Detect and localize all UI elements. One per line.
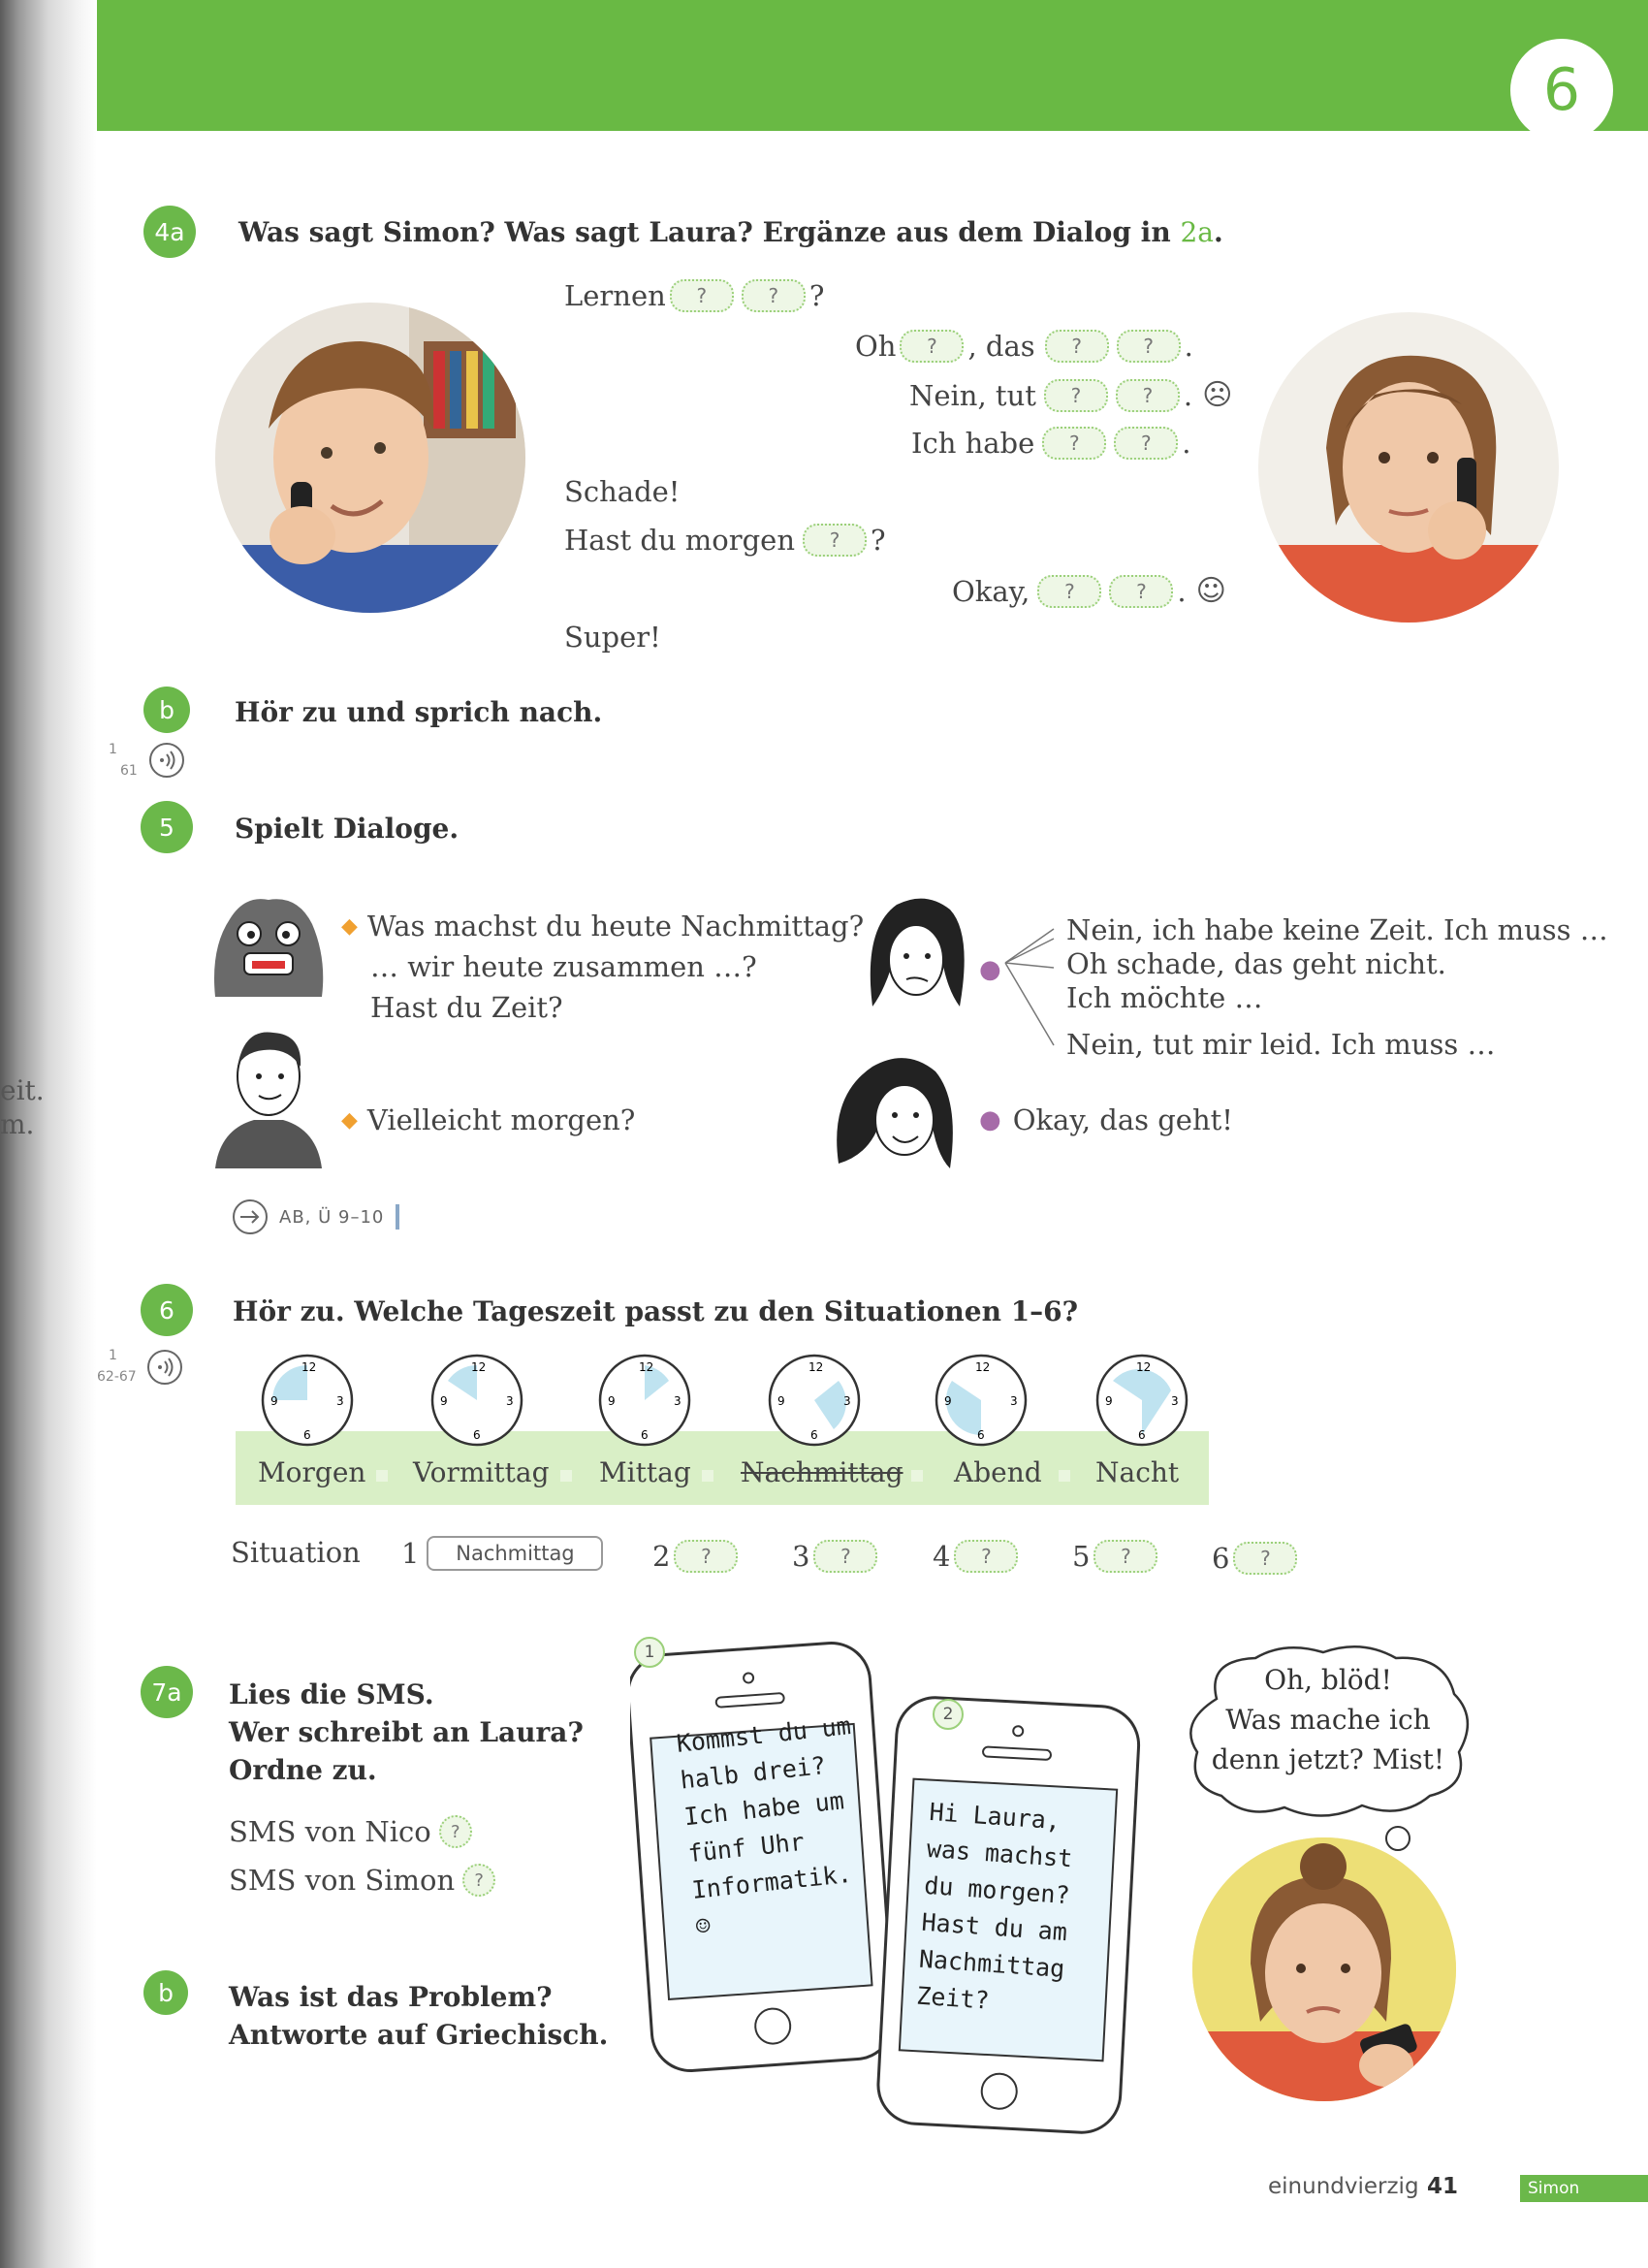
situation-number: 1 (401, 1537, 420, 1570)
phone-number-label: 2 (933, 1699, 964, 1730)
question-text: Was machst du heute Nachmittag? (366, 910, 865, 942)
exercise-4a-badge: 4a (143, 206, 196, 258)
gap-input[interactable]: ? (1233, 1542, 1297, 1575)
svg-text:12: 12 (1136, 1360, 1152, 1374)
line-2b-text: , das (967, 330, 1035, 363)
svg-text:3: 3 (674, 1394, 681, 1408)
gap-input[interactable]: ? (1042, 427, 1106, 460)
cd-number: 1 (109, 1348, 117, 1363)
svg-text:3: 3 (843, 1394, 851, 1408)
situation-2 (652, 1540, 742, 1573)
gap-input[interactable]: ? (1117, 330, 1181, 363)
svg-text:3: 3 (506, 1394, 514, 1408)
margin-fragment-2: m. (0, 1108, 35, 1140)
dialog-line-7: Okay, ? ? . ☺ (952, 574, 1226, 608)
dialog-line-5: Schade! (564, 475, 681, 508)
gap-input[interactable]: ? (1045, 330, 1109, 363)
boy-drawing (206, 1023, 332, 1182)
instruction-line: Ordne zu. (229, 1754, 377, 1786)
instruction-line: Wer schreibt an Laura? (229, 1716, 584, 1748)
branch-lines (1000, 919, 1059, 1059)
girl-drawing-2 (819, 1047, 974, 1187)
exercise-4a-instruction: Was sagt Simon? Was sagt Laura? Ergänze aus dem Dialog in 2a. (238, 216, 1223, 248)
gap-input[interactable]: ? (1114, 427, 1178, 460)
purple-dot-icon: ● (979, 1105, 1001, 1134)
reply-text: Okay, das geht! (1012, 1103, 1233, 1136)
situation-3 (792, 1540, 881, 1573)
time-word-mittag: Mittag (599, 1456, 691, 1488)
svg-text:12: 12 (471, 1360, 487, 1374)
footer-tag: Simon (1520, 2175, 1648, 2202)
exercise-4b-badge: b (143, 687, 190, 733)
svg-text:3: 3 (1010, 1394, 1018, 1408)
situation-number: 4 (933, 1540, 951, 1573)
svg-text:12: 12 (639, 1360, 654, 1374)
svg-text:6: 6 (303, 1428, 311, 1442)
diamond-bullet-icon: ◆ (341, 1107, 358, 1133)
option-text: SMS von Simon (229, 1864, 456, 1897)
clock-morgen-icon (259, 1352, 356, 1453)
phone-1-number (634, 1637, 665, 1668)
svg-text:3: 3 (1171, 1394, 1179, 1408)
instruction-line: Lies die SMS. (229, 1678, 434, 1710)
situation-number: 6 (1212, 1542, 1230, 1575)
line-1-text: Lernen (564, 279, 666, 312)
dialog-line-8: Super! (564, 621, 661, 654)
sad-face-icon: ☹ (1202, 378, 1233, 412)
clock-nacht-icon (1093, 1352, 1190, 1453)
chapter-number-badge: 6 (1510, 39, 1613, 142)
svg-text:9: 9 (944, 1394, 952, 1408)
gap-input[interactable]: ? (462, 1864, 495, 1897)
instruction-text: Was sagt Simon? Was sagt Laura? Ergänze aus dem Dialog in (238, 216, 1171, 248)
dialog-reply-left (341, 1103, 635, 1136)
situation-number: 2 (652, 1540, 671, 1573)
time-word-abend: Abend (954, 1456, 1042, 1488)
gap-input[interactable]: ? (813, 1540, 877, 1573)
thought-text (1202, 1660, 1454, 1779)
separator-square (376, 1470, 388, 1482)
exercise-6-badge: 6 (141, 1284, 193, 1336)
monster-drawing (206, 890, 332, 1010)
gap-input[interactable]: ? (803, 524, 867, 557)
gap-input[interactable]: ? (1037, 575, 1101, 608)
gap-input[interactable]: ? (439, 1815, 472, 1848)
arrow-circle-icon (231, 1198, 269, 1236)
exercise-7b-badge: b (143, 1970, 188, 2015)
gap-input[interactable]: ? (674, 1540, 738, 1573)
gap-input[interactable]: ? (742, 279, 806, 312)
line-7-text: Okay, (952, 574, 1030, 608)
situation-label: Situation (231, 1536, 361, 1569)
gap-input[interactable]: ? (900, 330, 964, 363)
svg-text:12: 12 (301, 1360, 317, 1374)
gap-input[interactable]: ? (1116, 379, 1180, 412)
exercise-7a-instruction (229, 1676, 584, 1789)
dialog-line-2: Oh ? , das ? ? . (855, 330, 1193, 363)
workbook-reference-text: AB, Ü 9–10 (279, 1206, 385, 1228)
clock-nachmittag-icon (766, 1352, 863, 1453)
track-number: 62-67 (97, 1369, 137, 1385)
page-number: 41 (1427, 2174, 1459, 2199)
phone-1-sms-text: Kommst du um halb drei? Ich habe um fünf Uhr Informatik. ☺ (675, 1711, 854, 1941)
laura-phone-photo (1192, 1837, 1456, 2101)
exercise-7b-instruction (229, 1978, 608, 2054)
audio-icon[interactable] (145, 1348, 184, 1390)
svg-text:9: 9 (270, 1394, 278, 1408)
separator-square (560, 1470, 572, 1482)
phone-2-sms-text: Hi Laura, was machst du morgen? Hast du am Nachmittag Zeit? (915, 1797, 1074, 2015)
separator-square (702, 1470, 713, 1482)
dialog-line-1: Lernen ? ? ? (564, 279, 825, 312)
situation-1 (401, 1536, 603, 1571)
reply-text: Vielleicht morgen? (366, 1103, 636, 1136)
svg-text:6: 6 (977, 1428, 985, 1442)
clock-abend-icon (933, 1352, 1030, 1453)
gap-input[interactable]: ? (954, 1540, 1018, 1573)
clock-vormittag-icon (428, 1352, 525, 1453)
gap-input[interactable]: ? (1109, 575, 1173, 608)
sms-option-nico (229, 1815, 472, 1848)
exercise-4b-instruction: Hör zu und sprich nach. (235, 696, 603, 728)
laura-photo (1258, 312, 1559, 623)
line-4-text: Ich habe (911, 427, 1035, 460)
top-color-bar (0, 0, 1648, 131)
dialog-line-3: Nein, tut ? ? . ☹ (909, 378, 1233, 412)
phone-2-number (933, 1699, 964, 1730)
gap-input[interactable]: ? (1044, 379, 1108, 412)
time-word-vormittag: Vormittag (413, 1456, 550, 1488)
happy-face-icon: ☺ (1195, 574, 1226, 608)
svg-text:9: 9 (777, 1394, 785, 1408)
gap-input[interactable]: ? (1093, 1540, 1157, 1573)
svg-text:6: 6 (810, 1428, 818, 1442)
track-number: 61 (120, 763, 138, 779)
time-word-morgen: Morgen (258, 1456, 366, 1488)
svg-text:6: 6 (1138, 1428, 1146, 1442)
thought-line: denn jetzt? Mist! (1211, 1743, 1445, 1775)
svg-text:12: 12 (975, 1360, 991, 1374)
diamond-bullet-icon: ◆ (341, 913, 358, 939)
divider-bar (396, 1204, 399, 1230)
dialog-line-4: Ich habe ? ? . (911, 427, 1191, 460)
answer-option-3: Ich möchte … (1066, 981, 1263, 1014)
svg-text:6: 6 (641, 1428, 649, 1442)
cd-number: 1 (109, 742, 117, 757)
gap-input[interactable]: ? (670, 279, 734, 312)
exercise-5-instruction: Spielt Dialoge. (235, 813, 460, 845)
answer-option-2: Oh schade, das geht nicht. (1066, 947, 1446, 980)
dialog-question-1 (341, 910, 864, 942)
workbook-reference[interactable] (231, 1198, 399, 1236)
dialog-line-6: Hast du morgen ? ? (564, 524, 886, 557)
simon-photo (215, 303, 525, 613)
dialog-question-2: … wir heute zusammen …? (370, 950, 757, 983)
situation-5 (1072, 1540, 1161, 1573)
svg-text:3: 3 (336, 1394, 344, 1408)
instruction-line: Antworte auf Griechisch. (229, 2019, 609, 2051)
girl-drawing-1 (858, 890, 974, 1030)
svg-text:9: 9 (440, 1394, 448, 1408)
margin-fragment-1: eit. (0, 1074, 45, 1106)
situation-6 (1212, 1542, 1301, 1575)
answer-option-1: Nein, ich habe keine Zeit. Ich muss … (1066, 913, 1608, 946)
audio-icon[interactable] (147, 741, 186, 783)
answer-filled[interactable]: Nachmittag (427, 1536, 603, 1571)
time-of-day-band (236, 1431, 1209, 1505)
time-word-nacht: Nacht (1095, 1456, 1180, 1488)
page-number-word: einundvierzig (1268, 2174, 1419, 2199)
dialog-question-3: Hast du Zeit? (370, 991, 563, 1024)
thought-line: Was mache ich (1225, 1704, 1431, 1736)
svg-text:9: 9 (608, 1394, 616, 1408)
time-word-nachmittag: Nachmittag (741, 1456, 903, 1488)
separator-square (1059, 1470, 1070, 1482)
exercise-5-badge: 5 (141, 801, 193, 853)
line-6-text: Hast du morgen (564, 524, 796, 557)
svg-text:9: 9 (1105, 1394, 1113, 1408)
situation-number: 3 (792, 1540, 810, 1573)
dialog-reference-link[interactable]: 2a (1180, 216, 1214, 248)
thought-line: Oh, blöd! (1264, 1664, 1392, 1696)
sms-option-simon (229, 1864, 495, 1897)
exercise-6-instruction: Hör zu. Welche Tageszeit passt zu den Situationen 1–6? (233, 1295, 1079, 1327)
svg-text:6: 6 (473, 1428, 481, 1442)
situation-number: 5 (1072, 1540, 1091, 1573)
line-2a-text: Oh (855, 330, 897, 363)
purple-dot-icon: ● (979, 955, 1001, 984)
situation-4 (933, 1540, 1022, 1573)
phone-number-label: 1 (634, 1637, 665, 1668)
answer-option-4: Nein, tut mir leid. Ich muss … (1066, 1028, 1496, 1061)
exercise-7a-badge: 7a (141, 1666, 193, 1718)
option-text: SMS von Nico (229, 1815, 431, 1848)
dialog-reply-right (979, 1103, 1233, 1136)
svg-text:12: 12 (808, 1360, 824, 1374)
clock-mittag-icon (596, 1352, 693, 1453)
line-3-text: Nein, tut (909, 378, 1036, 412)
separator-square (911, 1470, 923, 1482)
instruction-line: Was ist das Problem? (229, 1981, 553, 2013)
